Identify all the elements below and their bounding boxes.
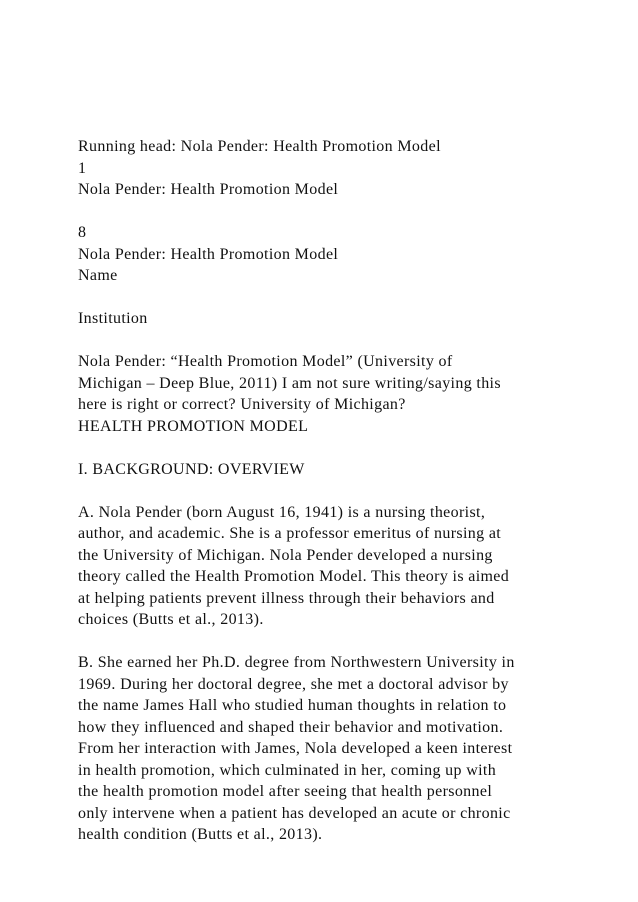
section-title: HEALTH PROMOTION MODEL — [78, 417, 309, 435]
blank-line — [78, 437, 578, 459]
paragraph-a-line: author, and academic. She is a professor emeritus of nursing at — [78, 525, 502, 542]
subsection-title: I. BACKGROUND: OVERVIEW — [78, 460, 305, 478]
institution: Institution — [78, 310, 148, 327]
page-number: 8 — [78, 224, 87, 241]
blank-line — [78, 480, 578, 502]
paragraph-a-line: theory called the Health Promotion Model. This theory is aimed — [78, 568, 510, 585]
paragraph-b-line: the name James Hall who studied human thoughts in relation to — [78, 697, 507, 714]
blank-line — [78, 631, 578, 653]
paragraph-b-line: B. She earned her Ph.D. degree from Northwestern University in — [78, 654, 515, 671]
author-name: Name — [78, 267, 118, 284]
intro-line: here is right or correct? University of Michigan? — [78, 396, 406, 413]
blank-line — [78, 287, 578, 309]
paragraph-b-line: how they influenced and shaped their behavior and motivation. — [78, 718, 504, 736]
paragraph-a-line: A. Nola Pender (born August 16, 1941) is a nursing theorist, — [78, 503, 486, 521]
paragraph-b-line: only intervene when a patient has developed an acute or chronic — [78, 804, 511, 822]
document-text — [78, 136, 578, 846]
blank-line — [78, 201, 578, 223]
header-title: Nola Pender: Health Promotion Model — [78, 245, 339, 263]
running-head: Running head: Nola Pender: Health Promotion Model — [78, 138, 441, 155]
paragraph-b-line: 1969. During her doctoral degree, she met a doctoral advisor by — [78, 675, 509, 693]
paragraph-b-line: From her interaction with James, Nola developed a keen interest — [78, 740, 513, 757]
intro-line: Nola Pender: “Health Promotion Model” (University of — [78, 353, 453, 370]
paragraph-b-line: the health promotion model after seeing that health personnel — [78, 783, 493, 800]
blank-line — [78, 330, 578, 352]
paragraph-a-line: the University of Michigan. Nola Pender developed a nursing — [78, 546, 493, 564]
page-number: 1 — [78, 159, 87, 177]
intro-line: Michigan – Deep Blue, 2011) I am not sure writing/saying this — [78, 374, 501, 392]
paragraph-a-line: at helping patients prevent illness through their behaviors and — [78, 589, 495, 607]
paragraph-b-line: health condition (Butts et al., 2013). — [78, 826, 323, 843]
header-title: Nola Pender: Health Promotion Model — [78, 181, 339, 198]
paragraph-a-line: choices (Butts et al., 2013). — [78, 611, 264, 628]
paragraph-b-line: in health promotion, which culminated in her, coming up with — [78, 761, 497, 779]
